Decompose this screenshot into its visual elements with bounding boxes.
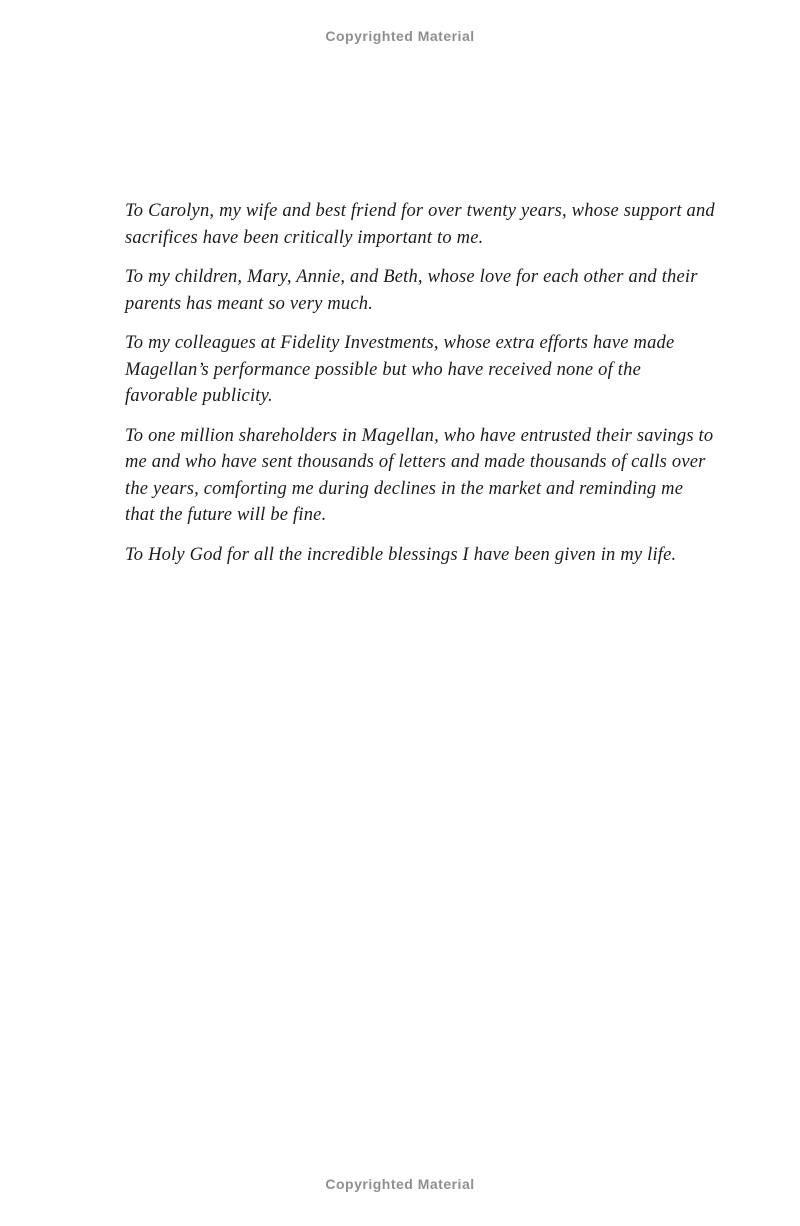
dedication-paragraph: To one million shareholders in Magellan, who have entrusted their savings to me and who have sent thousands of letters and made thousands of calls over the years, comforting me during declines in the market and reminding me that the future will be fine. <box>125 425 714 525</box>
dedication-paragraph: To Holy God for all the incredible blessings I have been given in my life. <box>125 544 677 565</box>
copyright-watermark-top: Copyrighted Material <box>325 28 475 44</box>
dedication-paragraph: To Carolyn, my wife and best friend for over twenty years, whose support and sacrifices have been critically important to me. <box>125 201 715 248</box>
dedication-paragraph: To my colleagues at Fidelity Investments, whose extra efforts have made Magellan’s performance possible but who have received none of the favorable publicity. <box>125 333 675 406</box>
copyright-watermark-bottom: Copyrighted Material <box>325 1176 475 1192</box>
dedication-paragraph: To my children, Mary, Annie, and Beth, whose love for each other and their parents has meant so very much. <box>125 267 698 314</box>
dedication-text-block <box>125 198 717 581</box>
